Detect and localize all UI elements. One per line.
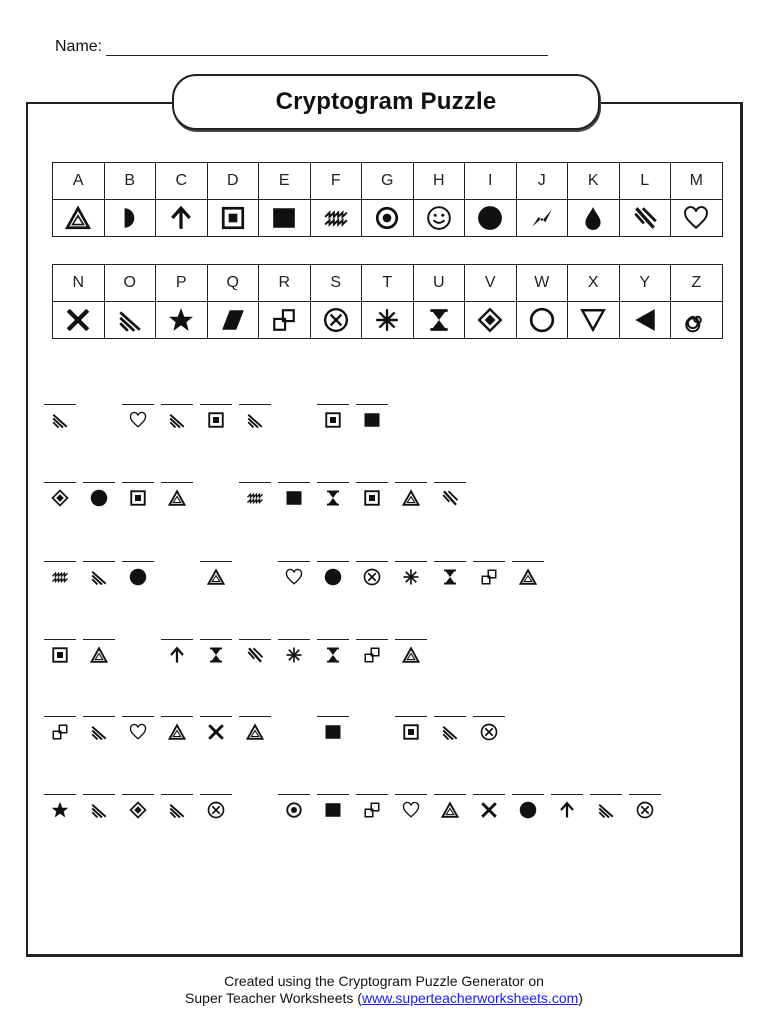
key-letter-b: B (104, 163, 156, 200)
key-symbol-cell-h (413, 200, 465, 237)
key-letter-d: D (207, 163, 259, 200)
answer-blank[interactable] (122, 404, 154, 436)
diamond-icon (477, 307, 503, 333)
key-symbol-cell-s (310, 302, 362, 339)
answer-blank[interactable] (122, 794, 154, 826)
answer-blank[interactable] (278, 561, 310, 593)
triangle-icon (519, 568, 537, 586)
blank-line (395, 482, 427, 483)
circle-x-icon (323, 307, 349, 333)
triangle-icon (90, 646, 108, 664)
blank-line (278, 639, 310, 640)
answer-blank[interactable] (200, 561, 232, 593)
answer-blank[interactable] (356, 794, 388, 826)
blank-line (278, 561, 310, 562)
answer-blank[interactable] (356, 482, 388, 514)
blank-line (83, 716, 115, 717)
target-icon (374, 205, 400, 231)
filled-circle-icon (129, 568, 147, 586)
answer-blank[interactable] (473, 794, 505, 826)
parallelogram-icon (220, 307, 246, 333)
answer-blank[interactable] (44, 716, 76, 748)
answer-blank[interactable] (44, 404, 76, 436)
hourglass-icon (324, 646, 342, 664)
key-letter-j: J (516, 163, 568, 200)
name-field-row (55, 38, 548, 56)
key-symbol-cell-c (156, 200, 208, 237)
answer-blank[interactable] (161, 716, 193, 748)
answer-blank[interactable] (161, 794, 193, 826)
footer-suffix: ) (578, 990, 583, 1006)
blank-line (200, 639, 232, 640)
answer-blank[interactable] (200, 404, 232, 436)
blank-line (317, 482, 349, 483)
filled-circle-icon (324, 568, 342, 586)
square-in-square-icon (220, 205, 246, 231)
blank-line (44, 561, 76, 562)
footer (0, 973, 768, 1007)
key-letter-w: W (516, 265, 568, 302)
square-in-square-icon (207, 411, 225, 429)
key-letter-p: P (156, 265, 208, 302)
blank-line (83, 794, 115, 795)
circle-x-icon (207, 801, 225, 819)
blank-line (395, 639, 427, 640)
square-in-square-icon (324, 411, 342, 429)
blank-line (83, 561, 115, 562)
footer-prefix: Super Teacher Worksheets ( (185, 990, 362, 1006)
answer-blank[interactable] (356, 404, 388, 436)
blank-line (122, 794, 154, 795)
blank-line (122, 561, 154, 562)
square-in-square-icon (51, 646, 69, 664)
blank-line (44, 404, 76, 405)
answer-blank[interactable] (434, 794, 466, 826)
blank-line (200, 716, 232, 717)
blank-line (356, 639, 388, 640)
hourglass-icon (426, 307, 452, 333)
blank-line (317, 794, 349, 795)
answer-blank[interactable] (44, 482, 76, 514)
blank-line (395, 794, 427, 795)
answer-blank[interactable] (83, 639, 115, 671)
filled-square-icon (271, 205, 297, 231)
key-letter-f: F (310, 163, 362, 200)
blank-line (200, 404, 232, 405)
hourglass-icon (207, 646, 225, 664)
hourglass-icon (441, 568, 459, 586)
diagonal-stripes-icon (168, 411, 186, 429)
heart-icon (402, 801, 420, 819)
blank-line (356, 561, 388, 562)
key-symbol-cell-w (516, 302, 568, 339)
x-icon (480, 801, 498, 819)
key-symbol-cell-i (465, 200, 517, 237)
answer-blank[interactable] (395, 639, 427, 671)
key-symbol-cell-k (568, 200, 620, 237)
blank-line (278, 482, 310, 483)
key-letter-l: L (619, 163, 671, 200)
diamond-icon (129, 801, 147, 819)
zigzag-icon (51, 568, 69, 586)
heart-icon (285, 568, 303, 586)
asterisk-icon (402, 568, 420, 586)
blank-line (239, 639, 271, 640)
key-symbol-cell-n (53, 302, 105, 339)
blank-line (317, 716, 349, 717)
zigzag-icon (323, 205, 349, 231)
slashes-icon (632, 205, 658, 231)
down-triangle-icon (580, 307, 606, 333)
blank-line (473, 716, 505, 717)
blank-line (356, 482, 388, 483)
blank-line (44, 794, 76, 795)
lightning-icon (529, 205, 555, 231)
key-symbol-cell-y (619, 302, 671, 339)
key-letter-g: G (362, 163, 414, 200)
diagonal-stripes-icon (117, 307, 143, 333)
key-letter-q: Q (207, 265, 259, 302)
answer-blank[interactable] (44, 794, 76, 826)
circle-x-icon (363, 568, 381, 586)
open-circle-icon (529, 307, 555, 333)
circle-x-icon (480, 723, 498, 741)
answer-blank[interactable] (83, 794, 115, 826)
blank-line (395, 561, 427, 562)
diagonal-stripes-icon (246, 411, 264, 429)
blank-line (239, 716, 271, 717)
smiley-icon (426, 205, 452, 231)
filled-square-icon (324, 801, 342, 819)
blank-line (239, 482, 271, 483)
key-symbol-cell-x (568, 302, 620, 339)
answer-blank[interactable] (200, 639, 232, 671)
answer-blank[interactable] (434, 561, 466, 593)
blank-line (200, 794, 232, 795)
blank-line (512, 794, 544, 795)
zigzag-icon (246, 489, 264, 507)
key-letter-o: O (104, 265, 156, 302)
key-symbol-cell-q (207, 302, 259, 339)
arrow-up-icon (558, 801, 576, 819)
key-symbol-cell-f (310, 200, 362, 237)
footer-link[interactable]: www.superteacherworksheets.com (361, 990, 579, 1006)
answer-blank[interactable] (356, 561, 388, 593)
answer-blank[interactable] (629, 794, 661, 826)
half-circle-icon (117, 205, 143, 231)
answer-blank[interactable] (122, 482, 154, 514)
answer-blank[interactable] (395, 716, 427, 748)
answer-blank[interactable] (83, 482, 115, 514)
blank-line (44, 482, 76, 483)
blank-line (278, 794, 310, 795)
blank-line (161, 716, 193, 717)
key-letter-x: X (568, 265, 620, 302)
cipher-key-row-1 (52, 162, 723, 237)
arrow-up-icon (168, 646, 186, 664)
diagonal-stripes-icon (597, 801, 615, 819)
blank-line (83, 482, 115, 483)
blank-line (512, 561, 544, 562)
key-symbol-cell-g (362, 200, 414, 237)
triangle-icon (65, 205, 91, 231)
square-in-square-icon (129, 489, 147, 507)
blank-line (473, 794, 505, 795)
triangle-icon (207, 568, 225, 586)
key-symbol-cell-b (104, 200, 156, 237)
blank-line (317, 561, 349, 562)
filled-square-icon (285, 489, 303, 507)
diagonal-stripes-icon (51, 411, 69, 429)
blank-line (83, 639, 115, 640)
triangle-icon (246, 723, 264, 741)
answer-blank[interactable] (239, 482, 271, 514)
blank-line (161, 794, 193, 795)
diagonal-stripes-icon (90, 801, 108, 819)
answer-blank[interactable] (161, 482, 193, 514)
key-symbol-cell-d (207, 200, 259, 237)
blank-line (44, 716, 76, 717)
two-squares-icon (363, 801, 381, 819)
key-letter-t: T (362, 265, 414, 302)
heart-icon (129, 411, 147, 429)
heart-icon (683, 205, 709, 231)
key-symbol-cell-v (465, 302, 517, 339)
answer-blank[interactable] (395, 561, 427, 593)
blank-line (161, 482, 193, 483)
key-symbol-cell-m (671, 200, 723, 237)
diagonal-stripes-icon (168, 801, 186, 819)
blank-line (356, 404, 388, 405)
star-icon (168, 307, 194, 333)
answer-blank[interactable] (161, 404, 193, 436)
diagonal-stripes-icon (90, 568, 108, 586)
answer-blank[interactable] (473, 561, 505, 593)
answer-blank[interactable] (512, 561, 544, 593)
key-letter-y: Y (619, 265, 671, 302)
blank-line (161, 639, 193, 640)
cipher-key-row-2 (52, 264, 723, 339)
asterisk-icon (285, 646, 303, 664)
triangle-icon (168, 723, 186, 741)
answer-blank[interactable] (395, 482, 427, 514)
blank-line (356, 794, 388, 795)
key-symbol-cell-e (259, 200, 311, 237)
blank-line (239, 404, 271, 405)
filled-circle-icon (519, 801, 537, 819)
key-letter-e: E (259, 163, 311, 200)
answer-blank[interactable] (551, 794, 583, 826)
key-letter-r: R (259, 265, 311, 302)
answer-blank[interactable] (239, 639, 271, 671)
answer-blank[interactable] (278, 794, 310, 826)
two-squares-icon (363, 646, 381, 664)
triangle-icon (441, 801, 459, 819)
filled-circle-icon (90, 489, 108, 507)
answer-blank[interactable] (239, 716, 271, 748)
answer-blank[interactable] (44, 639, 76, 671)
arrow-up-icon (168, 205, 194, 231)
key-letter-z: Z (671, 265, 723, 302)
blank-line (551, 794, 583, 795)
diagonal-stripes-icon (90, 723, 108, 741)
blank-line (122, 716, 154, 717)
key-symbol-cell-t (362, 302, 414, 339)
key-symbol-cell-a (53, 200, 105, 237)
answer-blank[interactable] (317, 482, 349, 514)
circle-x-icon (636, 801, 654, 819)
slashes-icon (246, 646, 264, 664)
answer-blank[interactable] (317, 716, 349, 748)
x-icon (207, 723, 225, 741)
answer-blank[interactable] (317, 561, 349, 593)
key-letter-c: C (156, 163, 208, 200)
square-in-square-icon (402, 723, 420, 741)
answer-blank[interactable] (590, 794, 622, 826)
answer-blank[interactable] (317, 639, 349, 671)
footer-line-1: Created using the Cryptogram Puzzle Generator on (224, 973, 544, 989)
two-squares-icon (271, 307, 297, 333)
drop-icon (580, 205, 606, 231)
heart-icon (129, 723, 147, 741)
blank-line (161, 404, 193, 405)
key-letter-k: K (568, 163, 620, 200)
slashes-icon (441, 489, 459, 507)
key-letter-i: I (465, 163, 517, 200)
key-letter-m: M (671, 163, 723, 200)
key-symbol-cell-p (156, 302, 208, 339)
answer-blank[interactable] (83, 561, 115, 593)
key-symbol-cell-j (516, 200, 568, 237)
answer-blank[interactable] (434, 716, 466, 748)
footer-line-2 (0, 990, 768, 1007)
answer-blank[interactable] (434, 482, 466, 514)
blank-line (317, 639, 349, 640)
key-symbol-cell-z (671, 302, 723, 339)
filled-square-icon (324, 723, 342, 741)
key-letter-u: U (413, 265, 465, 302)
diamond-icon (51, 489, 69, 507)
star-icon (51, 801, 69, 819)
blank-line (434, 561, 466, 562)
hourglass-icon (324, 489, 342, 507)
triangle-icon (402, 489, 420, 507)
key-letter-h: H (413, 163, 465, 200)
asterisk-icon (374, 307, 400, 333)
answer-blank[interactable] (122, 716, 154, 748)
blank-line (473, 561, 505, 562)
two-squares-icon (51, 723, 69, 741)
answer-blank[interactable] (395, 794, 427, 826)
key-letter-s: S (310, 265, 362, 302)
key-symbol-cell-o (104, 302, 156, 339)
square-in-square-icon (363, 489, 381, 507)
spiral-icon (683, 307, 709, 333)
blank-line (434, 482, 466, 483)
blank-line (122, 404, 154, 405)
filled-square-icon (363, 411, 381, 429)
blank-line (317, 404, 349, 405)
key-letter-v: V (465, 265, 517, 302)
left-triangle-icon (632, 307, 658, 333)
answer-blank[interactable] (239, 404, 271, 436)
answer-blank[interactable] (122, 561, 154, 593)
answer-blank[interactable] (278, 639, 310, 671)
target-icon (285, 801, 303, 819)
answer-blank[interactable] (200, 794, 232, 826)
triangle-icon (168, 489, 186, 507)
name-input-line[interactable] (106, 39, 548, 56)
blank-line (434, 794, 466, 795)
answer-blank[interactable] (83, 716, 115, 748)
x-icon (65, 307, 91, 333)
answer-blank[interactable] (512, 794, 544, 826)
answer-blank[interactable] (317, 404, 349, 436)
page-title: Cryptogram Puzzle (275, 88, 497, 115)
answer-blank[interactable] (200, 716, 232, 748)
two-squares-icon (480, 568, 498, 586)
answer-blank[interactable] (278, 482, 310, 514)
key-symbol-cell-u (413, 302, 465, 339)
filled-circle-icon (477, 205, 503, 231)
blank-line (629, 794, 661, 795)
triangle-icon (402, 646, 420, 664)
key-symbol-cell-r (259, 302, 311, 339)
answer-blank[interactable] (473, 716, 505, 748)
key-symbol-cell-l (619, 200, 671, 237)
diagonal-stripes-icon (441, 723, 459, 741)
answer-blank[interactable] (356, 639, 388, 671)
key-letter-n: N (53, 265, 105, 302)
answer-blank[interactable] (317, 794, 349, 826)
blank-line (200, 561, 232, 562)
blank-line (122, 482, 154, 483)
name-label: Name: (55, 38, 103, 55)
blank-line (395, 716, 427, 717)
title-banner (172, 74, 600, 130)
answer-blank[interactable] (161, 639, 193, 671)
key-letter-a: A (53, 163, 105, 200)
blank-line (590, 794, 622, 795)
blank-line (434, 716, 466, 717)
answer-blank[interactable] (44, 561, 76, 593)
blank-line (44, 639, 76, 640)
